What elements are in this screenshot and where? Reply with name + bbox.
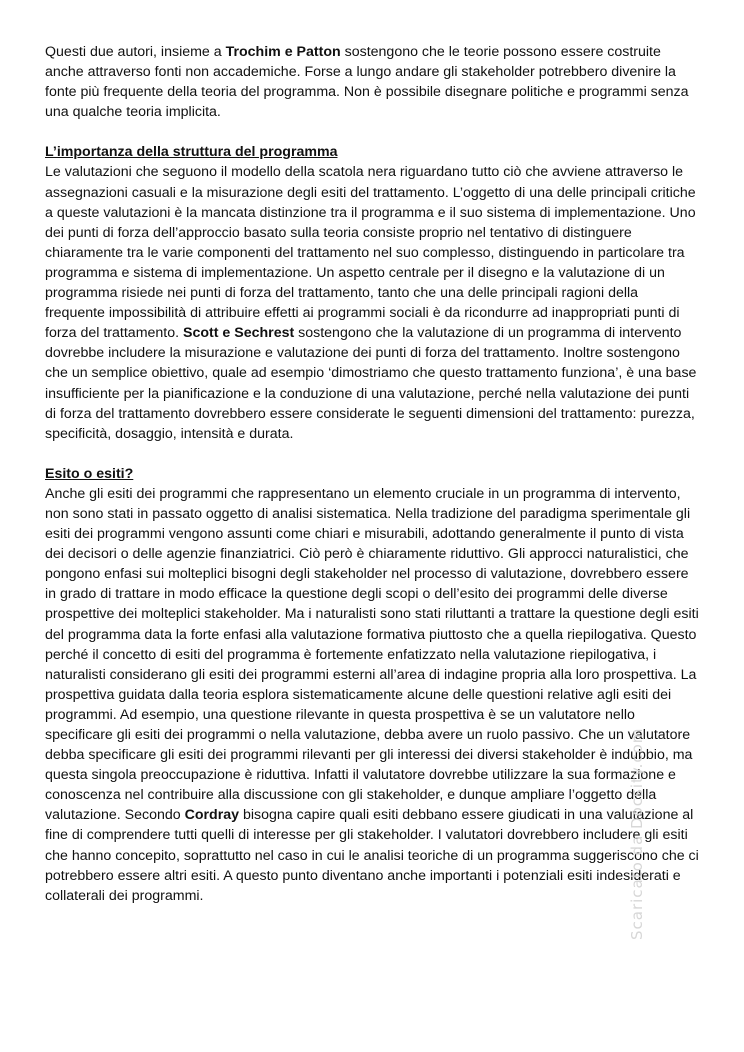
intro-paragraph [45,42,701,122]
esiti-text-1: Anche gli esiti dei programmi che rappresentano un elemento cruciale in un programma di intervento, non sono stati in passato oggetto di analisi sistematica. Nella tradizione del paradigma sperimentale gli esiti dei programmi vengono assunti come chiari e misurabili, adottando generalmente il punto di vista dei decisori o delle agenzie finanziatrici. Ciò però è chiaramente riduttivo. Gli approcci naturalistici, che pongono enfasi sui molteplici bisogni degli stakeholder nel processo di valutazione, dovrebbero essere in grado di trattare in modo efficace la questione degli scopi o dell’esito dei programmi delle diverse prospettive dei molteplici stakeholder. Ma i naturalisti sono stati riluttanti a trattare la questione degli esiti del programma data la forte enfasi alla valutazione formativa piuttosto che a quella riepilogativa. Questo perché il concetto di esiti del programma è fortemente enfatizzato nella valutazione riepilogativa, i naturalisti considerano gli esiti dei programmi esterni all’area di indagine propria alla loro prospettiva. La prospettiva guidata dalla teoria esplora sistematicamente alcune delle questioni relative agli esiti dei programmi. Ad esempio, una questione rilevante in questa prospettiva è se un valutatore nello specificare gli esiti dei programmi o nella valutazione, debba avere un ruolo passivo. Che un valutatore debba specificare gli esiti dei programmi rilevanti per gli interessi dei diversi stakeholder è indubbio, ma questa singola preoccupazione è riduttiva. Infatti il valutatore dovrebbe utilizzare la sua formazione e conoscenza nel contribuire alla discussione con gli stakeholder, e dunque ampliare l’oggetto della valutazione. Secondo [45,485,699,824]
document-page [45,42,701,906]
paragraph-gap [45,444,701,464]
struttura-text-2: sostengono che la valutazione di un programma di intervento dovrebbe includere la misurazione e valutazione dei punti di forza del trattamento. Inoltre sostengono che un semplice obiettivo, quale ad esempio ‘dimostriamo che questo trattamento funziona’, è una base insufficiente per la pianificazione e la conduzione di una valutazione, perché nella valutazione dei punti di forza del trattamento dovrebbero essere considerate le seguenti dimensioni del trattamento: purezza, specificità, dosaggio, intensità e durata. [45,325,697,442]
section-heading-esiti: Esito o esiti? [45,465,134,482]
section-struttura-paragraph [45,162,701,443]
section-esiti-paragraph [45,484,701,906]
paragraph-gap [45,122,701,142]
intro-text-2: sostengono che le teorie possono essere costruite anche attraverso fonti non accademiche. Forse a lungo andare gli stakeholder potrebbero divenire la fonte più frequente della teoria del programma. Non è possibile disegnare politiche e programmi senza una qualche teoria implicita. [45,44,689,121]
author-scott-sechrest: Scott e Sechrest [183,325,295,342]
intro-text-1: Questi due autori, insieme a [45,44,226,60]
author-trochim-patton: Trochim e Patton [225,44,341,60]
author-cordray: Cordray [184,807,240,824]
esiti-text-2: bisogna capire quali esiti debbano essere giudicati in una valutazione al fine di comprendere tutti quelli di interesse per gli stakeholder. I valutatori dovrebbero includere gli esiti che hanno concepito, soprattutto nel caso in cui le analisi teoriche di un programma suggeriscono che ci potrebbero essere altri esiti. A questo punto diventano anche importanti i potenziali esiti indesiderati e collaterali dei programmi. [45,807,699,904]
struttura-text-1: Le valutazioni che seguono il modello della scatola nera riguardano tutto ciò che avviene attraverso le assegnazioni casuali e la misurazione degli esiti del trattamento. L’oggetto di una delle principali critiche a queste valutazioni è la mancata distinzione tra il programma e il suo sistema di implementazione. Uno dei punti di forza dell’approccio basato sulla teoria consiste proprio nel tentativo di distinguere chiaramente tra le varie componenti del trattamento nel suo complesso, distinguendo in particolare tra programma e sistema di implementazione. Un aspetto centrale per il disegno e la valutazione di un programma risiede nei punti di forza del trattamento, tanto che una delle principali ragioni della frequente impossibilità di attribuire effetti ai programmi sociali è da ricondurre ad inappropriati punti di forza del trattamento. [45,164,696,342]
section-heading-struttura: L’importanza della struttura del programma [45,144,338,161]
docsity-watermark: Scaricato da Docsity.com [628,727,646,940]
